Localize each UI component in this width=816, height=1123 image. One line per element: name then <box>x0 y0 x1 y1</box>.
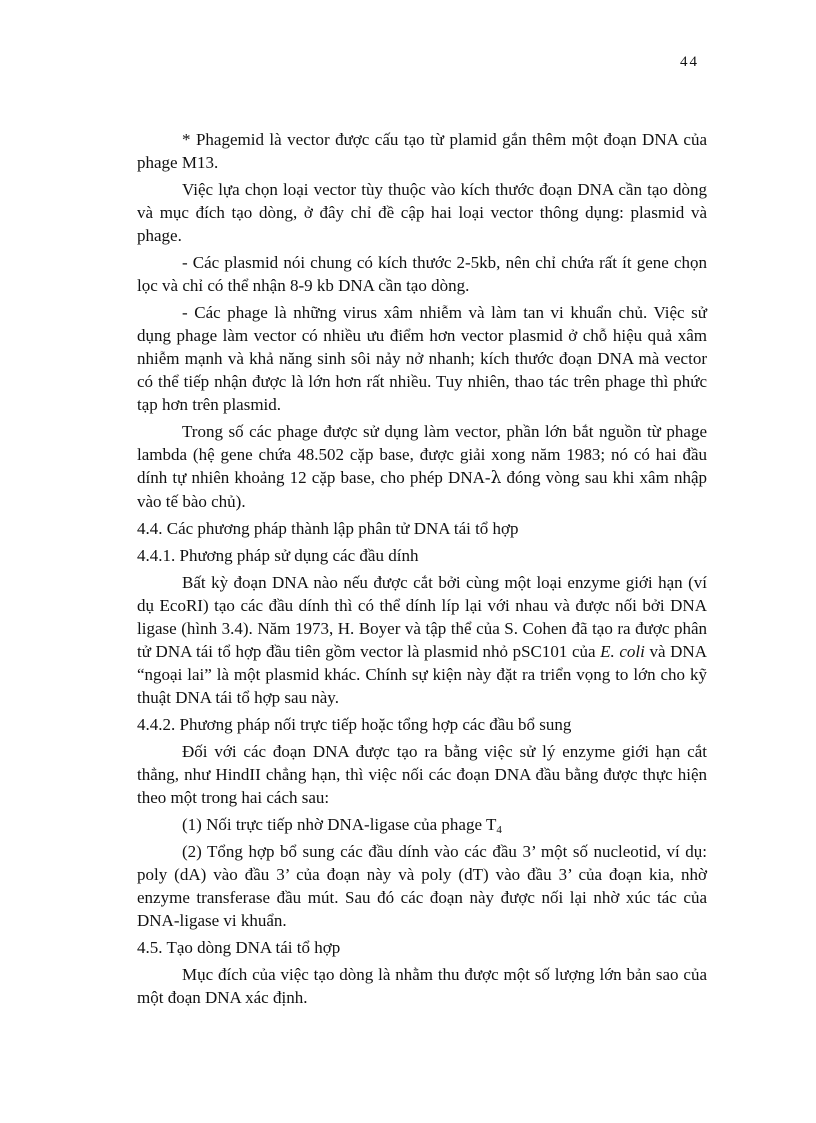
paragraph-sticky-ends-text-2: và DNA “ngoại lai” là một plasmid khác. Chính sự kiện này đặt ra triển vọng to lớn cho kỹ thuật DNA tái tổ hợp sau này. <box>137 642 707 707</box>
method-1-text: (1) Nối trực tiếp nhờ DNA-ligase của phage T <box>182 815 497 834</box>
page-number: 44 <box>680 54 699 70</box>
lambda-symbol: λ <box>490 468 502 488</box>
heading-4-4: 4.4. Các phương pháp thành lập phân tử DNA tái tổ hợp <box>137 519 519 538</box>
species-name-italic: E. coli <box>600 642 645 661</box>
paragraph-lambda-text-1: Trong số các phage được sử dụng làm vector, phần lớn bắt nguồn từ phage lambda (hệ gene chứa 48.502 cặp base, được giải xong năm 1983; nó có hai đầu dính tự nhiên khoảng 12 cặp base, cho phép DNA- <box>137 422 707 487</box>
heading-4-4-2: 4.4.2. Phương pháp nối trực tiếp hoặc tổng hợp các đầu bổ sung <box>137 715 572 734</box>
paragraph-vector-choice: Việc lựa chọn loại vector tùy thuộc vào kích thước đoạn DNA cần tạo dòng và mục đích tạo dòng, ở đây chỉ đề cập hai loại vector thông dụng: plasmid và phage. <box>137 180 707 245</box>
heading-4-5: 4.5. Tạo dòng DNA tái tổ hợp <box>137 938 341 957</box>
paragraph-lambda <box>137 420 707 513</box>
paragraph-blunt-ends: Đối với các đoạn DNA được tạo ra bằng việc sử lý enzyme giới hạn cắt thẳng, như HindII chẳng hạn, thì việc nối các đoạn DNA đầu bằng được thực hiện theo một trong hai cách sau: <box>137 742 707 807</box>
t4-subscript: 4 <box>496 824 502 836</box>
document-body <box>137 128 707 1013</box>
paragraph-plasmid: - Các plasmid nói chung có kích thước 2-5kb, nên chỉ chứa rất ít gene chọn lọc và chỉ có thể nhận 8-9 kb DNA cần tạo dòng. <box>137 253 707 295</box>
paragraph-phagemid: * Phagemid là vector được cấu tạo từ plamid gắn thêm một đoạn DNA của phage M13. <box>137 130 707 172</box>
paragraph-method-1 <box>137 813 707 836</box>
heading-4-4-1: 4.4.1. Phương pháp sử dụng các đầu dính <box>137 546 419 565</box>
paragraph-sticky-ends <box>137 571 707 709</box>
paragraph-cloning-purpose: Mục đích của việc tạo dòng là nhằm thu được một số lượng lớn bản sao của một đoạn DNA xác định. <box>137 965 707 1007</box>
paragraph-lambda-text-2: đóng vòng sau khi xâm nhập vào tế bào chủ). <box>137 468 708 511</box>
paragraph-phage: - Các phage là những virus xâm nhiễm và làm tan vi khuẩn chủ. Việc sử dụng phage làm vector có nhiều ưu điểm hơn vector plasmid ở chỗ hiệu quả xâm nhiễm mạnh và khả năng sinh sôi nảy nở nhanh; kích thước đoạn DNA mà vector có thể tiếp nhận được là lớn hơn rất nhiều. Tuy nhiên, thao tác trên phage thì phức tạp hơn trên plasmid. <box>137 303 707 414</box>
paragraph-method-2: (2) Tổng hợp bổ sung các đầu dính vào các đầu 3’ một số nucleotid, ví dụ: poly (dA) vào đầu 3’ của đoạn này và poly (dT) vào đầu 3’ của đoạn kia, nhờ enzyme transferase đầu mút. Sau đó các đoạn này được nối lại nhờ xúc tác của DNA-ligase vi khuẩn. <box>137 842 707 930</box>
paragraph-sticky-ends-text-1: Bất kỳ đoạn DNA nào nếu được cắt bởi cùng một loại enzyme giới hạn (ví dụ EcoRI) tạo các đầu dính thì có thể dính líp lại với nhau và được nối bởi DNA ligase (hình 3.4). Năm 1973, H. Boyer và tập thể của S. Cohen đã tạo ra được phân tử DNA tái tổ hợp đầu tiên gồm vector là plasmid nhỏ pSC101 của <box>137 573 707 661</box>
